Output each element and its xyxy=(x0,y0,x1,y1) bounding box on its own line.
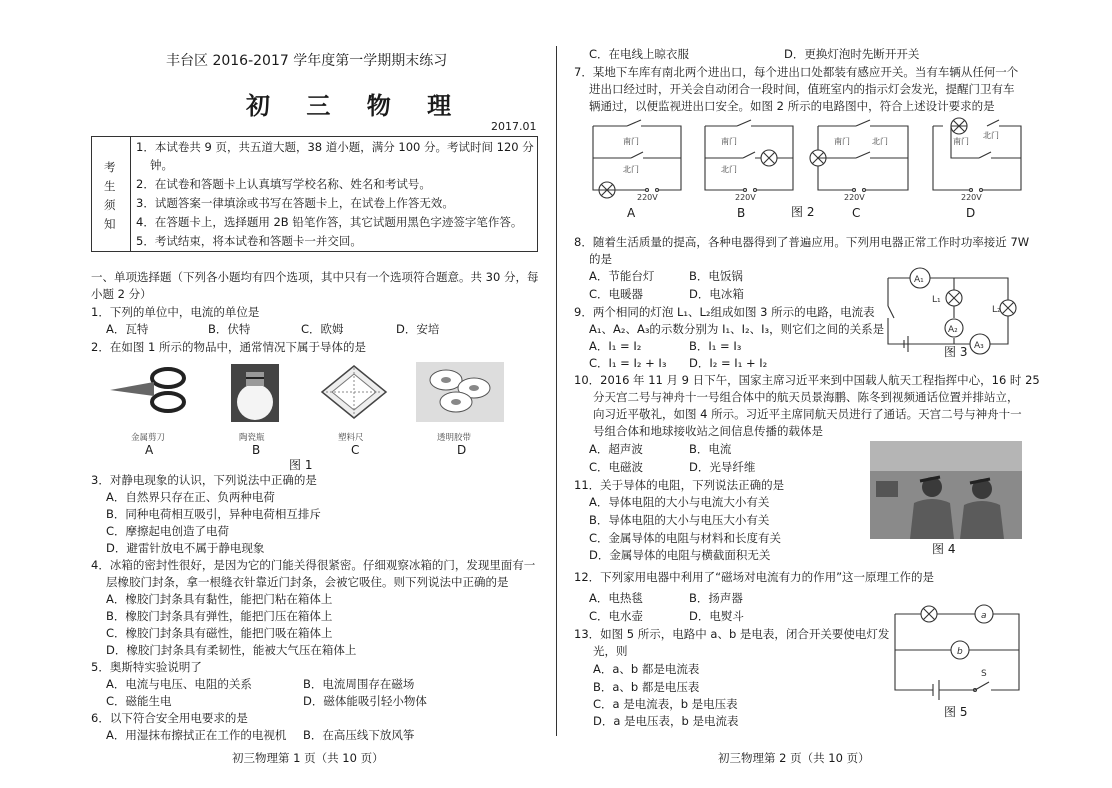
q4-stem-cont: 层橡胶门封条，拿一根缝衣针靠近门封条，会被它吸住。则下列说法中正确的是 xyxy=(106,575,509,589)
notice-item: 3．试题答案一律填涂或书写在答题卡上，在试卷上作答无效。 xyxy=(136,196,454,210)
q11-option: B．导体电阻的大小与电压大小有关 xyxy=(589,513,770,527)
q11-stem: 11．关于导体的电阻，下列说法正确的是 xyxy=(574,478,785,492)
fig1-letter-d: D xyxy=(457,443,467,457)
section-heading: 一、单项选择题（下列各小题均有四个选项，其中只有一个选项符合题意。共 30 分，每 xyxy=(91,270,539,284)
fig3-caption: 图 3 xyxy=(944,345,968,359)
q5-stem: 5．奥斯特实验说明了 xyxy=(91,660,202,674)
q13-stem: 13．如图 5 所示，电路中 a、b 是电表，闭合开关要使电灯发 xyxy=(574,627,890,641)
q12-option-c: C．电水壶 xyxy=(589,609,644,623)
q3-option: D．避雷针放电不属于静电现象 xyxy=(106,541,265,555)
exam-date: 2017.01 xyxy=(491,120,537,133)
notice-label-char: 须 xyxy=(104,198,116,212)
circuit-diagram-d xyxy=(931,124,1023,202)
q4-option: A．橡胶门封条具有黏性，能把门粘在箱体上 xyxy=(106,592,333,606)
notice-label-char: 生 xyxy=(104,179,116,193)
q6-option-b: B．在高压线下放风筝 xyxy=(303,728,415,742)
q13-stem-cont: 光，则 xyxy=(593,644,628,658)
notice-item: 钟。 xyxy=(150,158,173,172)
section-heading-cont: 小题 2 分） xyxy=(91,287,152,301)
q10-option-b: B．电流 xyxy=(689,442,732,456)
q9-stem: 9．两个相同的灯泡 L₁、L₂组成如图 3 所示的电路，电流表 xyxy=(574,305,875,319)
label-meter-b: b xyxy=(957,647,963,657)
fig1-letter-b: B xyxy=(252,443,261,457)
label-voltage: 220V xyxy=(735,193,756,202)
subject-title: 初 三 物 理 xyxy=(246,91,466,120)
fig5-caption: 图 5 xyxy=(944,705,968,719)
caption-tape: 透明胶带 xyxy=(437,433,472,443)
circuit-diagram-c xyxy=(810,124,910,202)
caption-vase: 陶瓷瓶 xyxy=(239,433,265,443)
q10-option-d: D．光导纤维 xyxy=(689,460,756,474)
label-north-gate: 北门 xyxy=(983,131,999,140)
q9-option-a: A．I₁ = I₂ xyxy=(589,339,642,353)
caption-ruler: 塑料尺 xyxy=(338,433,364,443)
q3-option: B．同种电荷相互吸引，异种电荷相互排斥 xyxy=(106,507,321,521)
q13-option: A．a、b 都是电流表 xyxy=(593,662,700,676)
q10-option-a: A．超声波 xyxy=(589,442,643,456)
tape-image xyxy=(416,362,504,422)
column-divider xyxy=(556,46,557,736)
q9-stem-cont: A₁、A₂、A₃的示数分别为 I₁、I₂、I₃，则它们之间的关系是 xyxy=(589,322,885,336)
q9-option-b: B．I₁ = I₃ xyxy=(689,339,742,353)
q6-option-a: A．用湿抹布擦拭正在工作的电视机 xyxy=(106,728,287,742)
label-north-gate: 北门 xyxy=(623,165,639,174)
notice-item: 4．在答题卡上，选择题用 2B 铅笔作答，其它试题用黑色字迹签字笔作答。 xyxy=(136,215,523,229)
label-voltage: 220V xyxy=(844,193,865,202)
fig4-caption: 图 4 xyxy=(932,542,956,556)
page-footer-right: 初三物理第 2 页（共 10 页） xyxy=(718,751,870,765)
q12-option-b: B．扬声器 xyxy=(689,591,743,605)
circuit-diagram-a xyxy=(591,124,683,202)
q4-option: D．橡胶门封条具有柔韧性，能被大气压在箱体上 xyxy=(106,643,357,657)
label-ammeter-a2: A₂ xyxy=(948,325,958,335)
q8-option-b: B．电饭锅 xyxy=(689,269,743,283)
q8-stem-cont: 的是 xyxy=(589,252,612,266)
scissors-image xyxy=(108,366,190,416)
q10-stem-cont: 号组合体和地球接收站之间信息传播的载体是 xyxy=(593,424,823,438)
label-north-gate: 北门 xyxy=(721,165,737,174)
q6-option-d: D．更换灯泡时先断开开关 xyxy=(784,47,920,61)
q4-option: B．橡胶门封条具有弹性，能把门压在箱体上 xyxy=(106,609,333,623)
q8-option-d: D．电冰箱 xyxy=(689,287,744,301)
q2-stem: 2．在如图 1 所示的物品中，通常情况下属于导体的是 xyxy=(91,340,366,354)
exam-title: 丰台区 2016-2017 学年度第一学期期末练习 xyxy=(166,53,448,69)
q1-option-a: A．瓦特 xyxy=(106,322,149,336)
q10-stem-cont: 分天宫二号与神舟十一号组合体中的航天员景海鹏、陈冬到视频通话位置并排站立， xyxy=(593,390,1019,404)
q7-stem-cont: 辆通过，以便监视进出口安全。如图 2 所示的电路图中，符合上述设计要求的是 xyxy=(589,99,995,113)
notice-label-char: 考 xyxy=(104,160,116,174)
ceramic-vase-image xyxy=(231,364,279,422)
notice-item: 5．考试结束，将本试卷和答题卡一并交回。 xyxy=(136,234,362,248)
q8-option-c: C．电暖器 xyxy=(589,287,644,301)
q10-stem: 10．2016 年 11 月 9 日下午，国家主席习近平来到中国载人航天工程指挥中心，16 时 25 xyxy=(574,373,1040,387)
q11-option: C．金属导体的电阻与材料和长度有关 xyxy=(589,531,782,545)
q6-stem: 6．以下符合安全用电要求的是 xyxy=(91,711,248,725)
q12-option-a: A．电热毯 xyxy=(589,591,643,605)
q1-option-c: C．欧姆 xyxy=(301,322,344,336)
plastic-ruler-image xyxy=(318,362,390,420)
q12-option-d: D．电熨斗 xyxy=(689,609,744,623)
q11-option: D．金属导体的电阻与横截面积无关 xyxy=(589,548,771,562)
fig1-letter-a: A xyxy=(145,443,154,457)
q12-stem: 12．下列家用电器中利用了“磁场对电流有力的作用”这一原理工作的是 xyxy=(574,570,935,584)
q10-stem-cont: 向习近平敬礼，如图 4 所示。习近平主席同航天员进行了通话。天宫二号与神舟十一 xyxy=(593,407,1022,421)
label-meter-a: a xyxy=(981,611,987,621)
label-south-gate: 南门 xyxy=(623,137,639,146)
q4-option: C．橡胶门封条具有磁性，能把门吸在箱体上 xyxy=(106,626,333,640)
notice-item: 1．本试卷共 9 页，共五道大题，38 道小题，满分 100 分。考试时间 120 分 xyxy=(136,140,534,154)
circuit-diagram-fig5 xyxy=(893,604,1023,696)
label-south-gate: 南门 xyxy=(953,137,969,146)
q3-stem: 3．对静电现象的认识，下列说法中正确的是 xyxy=(91,473,317,487)
fig1-letter-c: C xyxy=(351,443,360,457)
q13-option: B．a、b 都是电压表 xyxy=(593,680,700,694)
q1-stem: 1．下列的单位中，电流的单位是 xyxy=(91,305,260,319)
q3-option: A．自然界只存在正、负两种电荷 xyxy=(106,490,275,504)
q9-option-d: D．I₂ = I₁ + I₂ xyxy=(689,356,768,370)
label-lamp-l1: L₁ xyxy=(932,295,941,305)
fig1-caption: 图 1 xyxy=(289,458,313,472)
page-footer-left: 初三物理第 1 页（共 10 页） xyxy=(232,751,384,765)
label-ammeter-a1: A₁ xyxy=(914,275,924,285)
q5-option-d: D．磁体能吸引轻小物体 xyxy=(303,694,427,708)
q13-option: C．a 是电流表，b 是电压表 xyxy=(593,697,738,711)
q9-option-c: C．I₁ = I₂ + I₃ xyxy=(589,356,667,370)
q7-stem: 7．某地下车库有南北两个进出口，每个进出口处都装有感应开关。当有车辆从任何一个 xyxy=(574,65,1019,79)
circuit-diagram-b xyxy=(703,124,795,202)
label-voltage: 220V xyxy=(961,193,982,202)
label-north-gate: 北门 xyxy=(872,137,888,146)
label-lamp-l2: L₂ xyxy=(992,305,1001,315)
label-south-gate: 南门 xyxy=(834,137,850,146)
fig2-letter-d: D xyxy=(966,206,976,220)
q4-stem: 4．冰箱的密封性很好，是因为它的门能关得很紧密。仔细观察冰箱的门，发现里面有一 xyxy=(91,558,536,572)
astronauts-photo xyxy=(870,441,1022,539)
fig2-letter-b: B xyxy=(737,206,746,220)
q7-stem-cont: 进出口经过时，开关会自动闭合一段时间，值班室内的指示灯会发光，提醒门卫有车 xyxy=(589,82,1015,96)
label-ammeter-a3: A₃ xyxy=(974,341,984,351)
q13-option: D．a 是电压表，b 是电流表 xyxy=(593,714,739,728)
caption-scissors: 金属剪刀 xyxy=(131,433,166,443)
q3-option: C．摩擦起电创造了电荷 xyxy=(106,524,230,538)
q11-option: A．导体电阻的大小与电流大小有关 xyxy=(589,495,770,509)
notice-label-char: 知 xyxy=(104,217,116,231)
q6-option-c: C．在电线上晾衣服 xyxy=(589,47,690,61)
notice-item: 2．在试卷和答题卡上认真填写学校名称、姓名和考试号。 xyxy=(136,177,431,191)
q10-option-c: C．电磁波 xyxy=(589,460,644,474)
q1-option-d: D．安培 xyxy=(396,322,440,336)
q8-stem: 8．随着生活质量的提高，各种电器得到了普遍应用。下列用电器正常工作时功率接近 7W xyxy=(574,235,1030,249)
q5-option-b: B．电流周围存在磁场 xyxy=(303,677,415,691)
label-switch-s: S xyxy=(981,669,987,679)
q1-option-b: B．伏特 xyxy=(208,322,251,336)
q5-option-a: A．电流与电压、电阻的关系 xyxy=(106,677,252,691)
label-south-gate: 南门 xyxy=(721,137,737,146)
label-voltage: 220V xyxy=(637,193,658,202)
fig2-letter-c: C xyxy=(852,206,861,220)
q5-option-c: C．磁能生电 xyxy=(106,694,172,708)
fig2-caption: 图 2 xyxy=(791,205,815,219)
fig2-letter-a: A xyxy=(627,206,636,220)
q8-option-a: A．节能台灯 xyxy=(589,269,655,283)
